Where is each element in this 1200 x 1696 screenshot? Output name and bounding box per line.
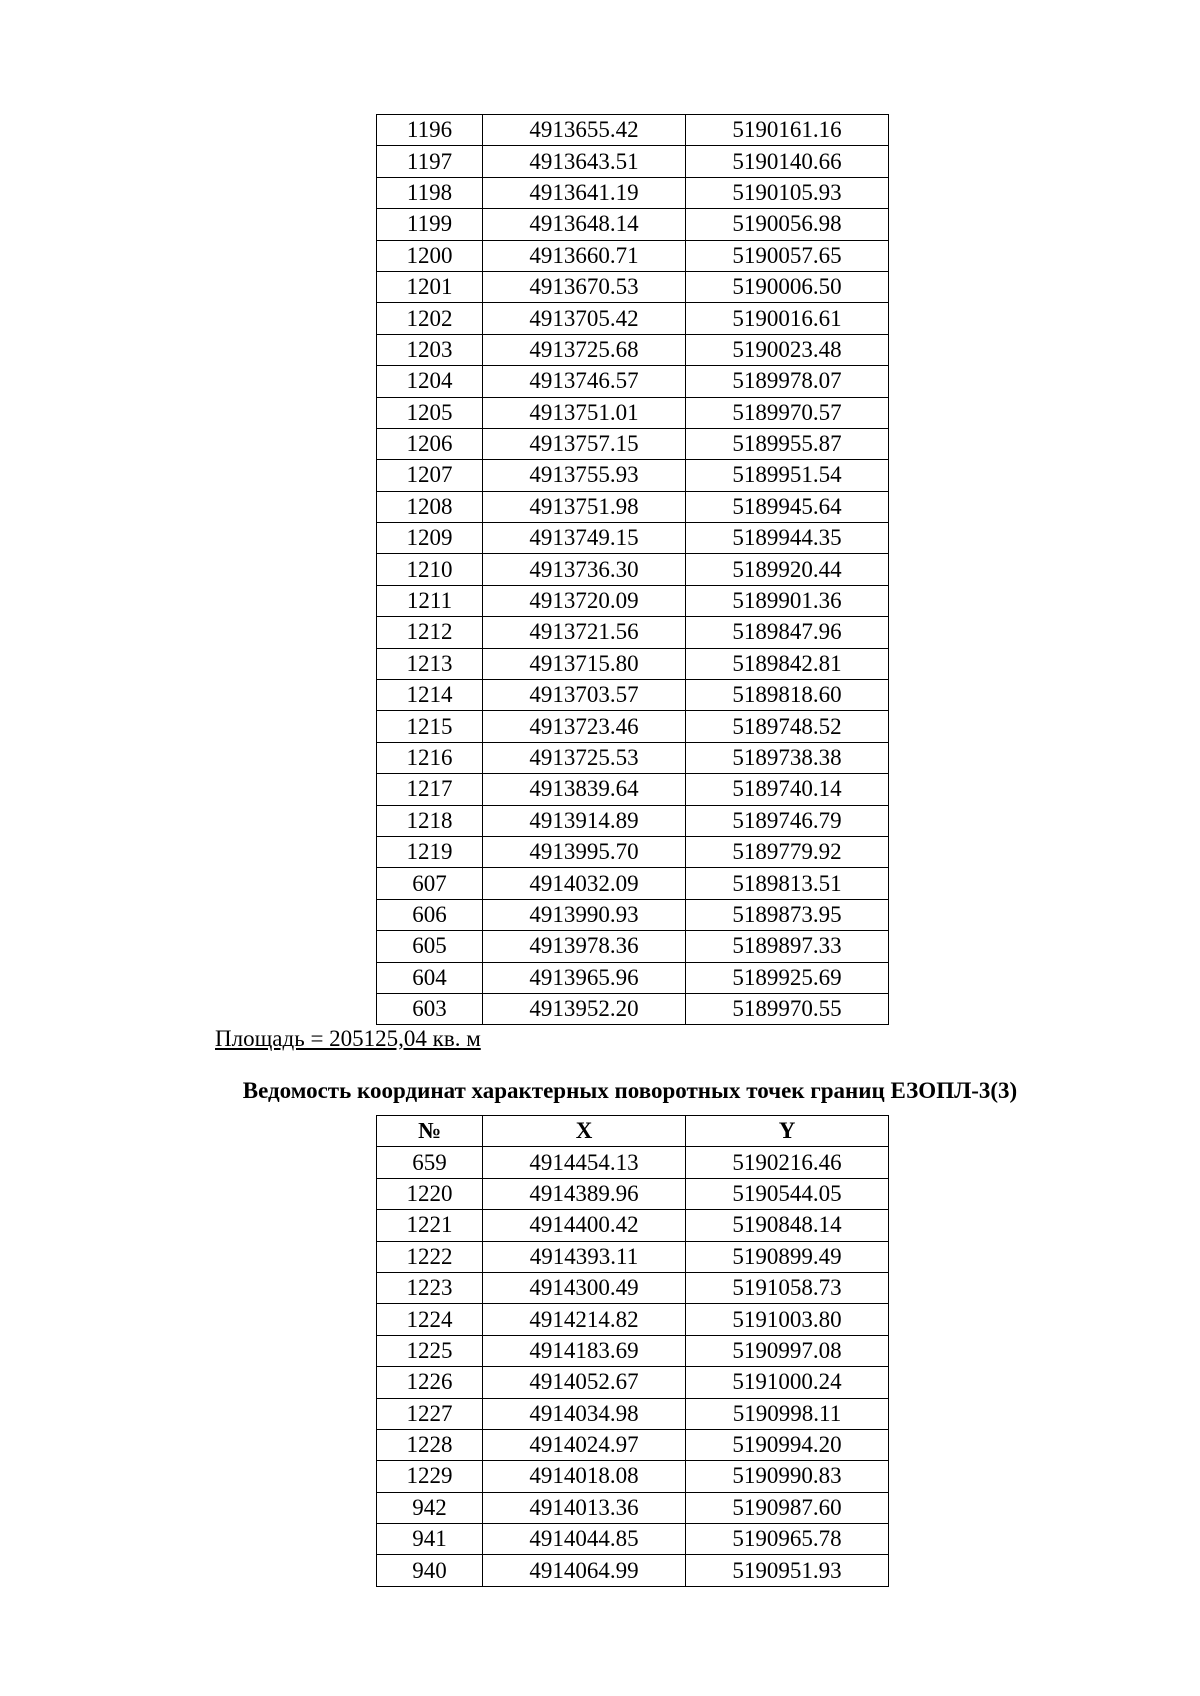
section-heading: Ведомость координат характерных поворотных точек границ ЕЗОПЛ-3(3) bbox=[242, 1078, 1018, 1103]
y-coordinate-cell: 5190161.16 bbox=[686, 115, 889, 146]
y-coordinate-cell: 5190997.08 bbox=[686, 1335, 889, 1366]
table-row bbox=[377, 993, 889, 1024]
point-number-cell: 1221 bbox=[377, 1210, 483, 1241]
x-coordinate-cell: 4913978.36 bbox=[483, 931, 686, 962]
table-row bbox=[377, 523, 889, 554]
table-row bbox=[377, 115, 889, 146]
table-header bbox=[377, 1116, 889, 1147]
point-number-cell: 1224 bbox=[377, 1304, 483, 1335]
point-number-cell: 1197 bbox=[377, 146, 483, 177]
x-coordinate-cell: 4913990.93 bbox=[483, 899, 686, 930]
point-number-cell: 942 bbox=[377, 1492, 483, 1523]
table-row bbox=[377, 1367, 889, 1398]
table-row bbox=[377, 177, 889, 208]
y-coordinate-cell: 5189925.69 bbox=[686, 962, 889, 993]
x-coordinate-cell: 4914024.97 bbox=[483, 1429, 686, 1460]
x-coordinate-cell: 4914393.11 bbox=[483, 1241, 686, 1272]
x-coordinate-cell: 4913643.51 bbox=[483, 146, 686, 177]
x-coordinate-cell: 4913914.89 bbox=[483, 805, 686, 836]
point-number-cell: 1210 bbox=[377, 554, 483, 585]
table-row bbox=[377, 1241, 889, 1272]
table-row bbox=[377, 742, 889, 773]
point-number-cell: 1226 bbox=[377, 1367, 483, 1398]
x-coordinate-cell: 4913746.57 bbox=[483, 366, 686, 397]
area-label: Площадь = 205125,04 кв. м bbox=[215, 1026, 481, 1051]
table-row bbox=[377, 303, 889, 334]
point-number-cell: 1202 bbox=[377, 303, 483, 334]
table-row bbox=[377, 1492, 889, 1523]
point-number-cell: 1203 bbox=[377, 334, 483, 365]
y-coordinate-cell: 5189951.54 bbox=[686, 460, 889, 491]
table-row bbox=[377, 648, 889, 679]
y-coordinate-cell: 5189873.95 bbox=[686, 899, 889, 930]
y-coordinate-cell: 5191003.80 bbox=[686, 1304, 889, 1335]
table-row bbox=[377, 1272, 889, 1303]
y-coordinate-cell: 5189970.55 bbox=[686, 993, 889, 1024]
table-row bbox=[377, 585, 889, 616]
x-coordinate-cell: 4913670.53 bbox=[483, 271, 686, 302]
y-coordinate-cell: 5190899.49 bbox=[686, 1241, 889, 1272]
table-row bbox=[377, 397, 889, 428]
table-row bbox=[377, 1210, 889, 1241]
y-coordinate-cell: 5191058.73 bbox=[686, 1272, 889, 1303]
x-coordinate-cell: 4913725.68 bbox=[483, 334, 686, 365]
x-coordinate-cell: 4913757.15 bbox=[483, 428, 686, 459]
y-coordinate-cell: 5190994.20 bbox=[686, 1429, 889, 1460]
y-coordinate-cell: 5190990.83 bbox=[686, 1461, 889, 1492]
x-coordinate-cell: 4913749.15 bbox=[483, 523, 686, 554]
table-row bbox=[377, 1461, 889, 1492]
y-coordinate-cell: 5189738.38 bbox=[686, 742, 889, 773]
x-coordinate-cell: 4914064.99 bbox=[483, 1555, 686, 1586]
point-number-cell: 1227 bbox=[377, 1398, 483, 1429]
x-coordinate-cell: 4913703.57 bbox=[483, 680, 686, 711]
y-coordinate-cell: 5189746.79 bbox=[686, 805, 889, 836]
x-coordinate-cell: 4913655.42 bbox=[483, 115, 686, 146]
point-number-cell: 606 bbox=[377, 899, 483, 930]
table-row bbox=[377, 1147, 889, 1178]
x-coordinate-cell: 4913736.30 bbox=[483, 554, 686, 585]
point-number-cell: 940 bbox=[377, 1555, 483, 1586]
point-number-cell: 1207 bbox=[377, 460, 483, 491]
x-coordinate-cell: 4914013.36 bbox=[483, 1492, 686, 1523]
table-row bbox=[377, 491, 889, 522]
y-coordinate-cell: 5190951.93 bbox=[686, 1555, 889, 1586]
x-coordinate-cell: 4913641.19 bbox=[483, 177, 686, 208]
point-number-cell: 1199 bbox=[377, 209, 483, 240]
point-number-cell: 1225 bbox=[377, 1335, 483, 1366]
x-coordinate-cell: 4913660.71 bbox=[483, 240, 686, 271]
table-row bbox=[377, 711, 889, 742]
x-coordinate-cell: 4914389.96 bbox=[483, 1178, 686, 1209]
coordinates-table-continued bbox=[376, 114, 889, 1025]
y-coordinate-cell: 5190023.48 bbox=[686, 334, 889, 365]
point-number-cell: 1209 bbox=[377, 523, 483, 554]
y-coordinate-cell: 5189813.51 bbox=[686, 868, 889, 899]
point-number-cell: 1205 bbox=[377, 397, 483, 428]
point-number-cell: 1215 bbox=[377, 711, 483, 742]
y-coordinate-cell: 5189748.52 bbox=[686, 711, 889, 742]
x-coordinate-cell: 4913751.01 bbox=[483, 397, 686, 428]
x-coordinate-cell: 4913839.64 bbox=[483, 774, 686, 805]
y-coordinate-cell: 5190056.98 bbox=[686, 209, 889, 240]
table-row bbox=[377, 1555, 889, 1586]
header-y: Y bbox=[686, 1116, 889, 1147]
y-coordinate-cell: 5189897.33 bbox=[686, 931, 889, 962]
table-row bbox=[377, 931, 889, 962]
point-number-cell: 1223 bbox=[377, 1272, 483, 1303]
point-number-cell: 1229 bbox=[377, 1461, 483, 1492]
point-number-cell: 1228 bbox=[377, 1429, 483, 1460]
table-row bbox=[377, 836, 889, 867]
point-number-cell: 607 bbox=[377, 868, 483, 899]
table-row bbox=[377, 460, 889, 491]
point-number-cell: 1219 bbox=[377, 836, 483, 867]
point-number-cell: 1213 bbox=[377, 648, 483, 679]
point-number-cell: 605 bbox=[377, 931, 483, 962]
point-number-cell: 1216 bbox=[377, 742, 483, 773]
y-coordinate-cell: 5189818.60 bbox=[686, 680, 889, 711]
point-number-cell: 659 bbox=[377, 1147, 483, 1178]
y-coordinate-cell: 5189740.14 bbox=[686, 774, 889, 805]
table-row bbox=[377, 334, 889, 365]
table-row bbox=[377, 680, 889, 711]
x-coordinate-cell: 4913648.14 bbox=[483, 209, 686, 240]
point-number-cell: 1198 bbox=[377, 177, 483, 208]
point-number-cell: 1214 bbox=[377, 680, 483, 711]
y-coordinate-cell: 5191000.24 bbox=[686, 1367, 889, 1398]
table-row bbox=[377, 1178, 889, 1209]
coordinates-table-body bbox=[377, 1147, 889, 1586]
point-number-cell: 604 bbox=[377, 962, 483, 993]
point-number-cell: 1220 bbox=[377, 1178, 483, 1209]
point-number-cell: 1218 bbox=[377, 805, 483, 836]
table-row bbox=[377, 554, 889, 585]
table-row bbox=[377, 240, 889, 271]
x-coordinate-cell: 4913751.98 bbox=[483, 491, 686, 522]
table-row bbox=[377, 617, 889, 648]
point-number-cell: 1206 bbox=[377, 428, 483, 459]
table-row bbox=[377, 1335, 889, 1366]
table-row bbox=[377, 774, 889, 805]
y-coordinate-cell: 5189945.64 bbox=[686, 491, 889, 522]
table-row bbox=[377, 962, 889, 993]
header-row bbox=[377, 1116, 889, 1147]
table-row bbox=[377, 1524, 889, 1555]
x-coordinate-cell: 4914034.98 bbox=[483, 1398, 686, 1429]
point-number-cell: 1208 bbox=[377, 491, 483, 522]
x-coordinate-cell: 4913755.93 bbox=[483, 460, 686, 491]
point-number-cell: 1200 bbox=[377, 240, 483, 271]
y-coordinate-cell: 5189970.57 bbox=[686, 397, 889, 428]
x-coordinate-cell: 4914032.09 bbox=[483, 868, 686, 899]
point-number-cell: 1211 bbox=[377, 585, 483, 616]
table-row bbox=[377, 1304, 889, 1335]
y-coordinate-cell: 5190544.05 bbox=[686, 1178, 889, 1209]
point-number-cell: 603 bbox=[377, 993, 483, 1024]
table-row bbox=[377, 271, 889, 302]
y-coordinate-cell: 5190057.65 bbox=[686, 240, 889, 271]
x-coordinate-cell: 4914454.13 bbox=[483, 1147, 686, 1178]
y-coordinate-cell: 5190006.50 bbox=[686, 271, 889, 302]
table-row bbox=[377, 805, 889, 836]
point-number-cell: 1212 bbox=[377, 617, 483, 648]
y-coordinate-cell: 5190848.14 bbox=[686, 1210, 889, 1241]
y-coordinate-cell: 5190965.78 bbox=[686, 1524, 889, 1555]
coordinates-table-ezopl-3-3 bbox=[376, 1115, 889, 1587]
header-number: № bbox=[377, 1116, 483, 1147]
x-coordinate-cell: 4914052.67 bbox=[483, 1367, 686, 1398]
point-number-cell: 1217 bbox=[377, 774, 483, 805]
x-coordinate-cell: 4913721.56 bbox=[483, 617, 686, 648]
point-number-cell: 1201 bbox=[377, 271, 483, 302]
y-coordinate-cell: 5189847.96 bbox=[686, 617, 889, 648]
point-number-cell: 1196 bbox=[377, 115, 483, 146]
x-coordinate-cell: 4913715.80 bbox=[483, 648, 686, 679]
point-number-cell: 941 bbox=[377, 1524, 483, 1555]
table-row bbox=[377, 899, 889, 930]
coordinates-table-body bbox=[377, 115, 889, 1025]
y-coordinate-cell: 5189842.81 bbox=[686, 648, 889, 679]
table-row bbox=[377, 428, 889, 459]
x-coordinate-cell: 4914018.08 bbox=[483, 1461, 686, 1492]
x-coordinate-cell: 4914300.49 bbox=[483, 1272, 686, 1303]
x-coordinate-cell: 4914214.82 bbox=[483, 1304, 686, 1335]
x-coordinate-cell: 4913965.96 bbox=[483, 962, 686, 993]
y-coordinate-cell: 5189944.35 bbox=[686, 523, 889, 554]
table-row bbox=[377, 1398, 889, 1429]
table-row bbox=[377, 209, 889, 240]
y-coordinate-cell: 5190016.61 bbox=[686, 303, 889, 334]
x-coordinate-cell: 4913720.09 bbox=[483, 585, 686, 616]
y-coordinate-cell: 5189955.87 bbox=[686, 428, 889, 459]
y-coordinate-cell: 5189978.07 bbox=[686, 366, 889, 397]
y-coordinate-cell: 5190140.66 bbox=[686, 146, 889, 177]
y-coordinate-cell: 5189920.44 bbox=[686, 554, 889, 585]
y-coordinate-cell: 5190105.93 bbox=[686, 177, 889, 208]
y-coordinate-cell: 5190998.11 bbox=[686, 1398, 889, 1429]
y-coordinate-cell: 5189901.36 bbox=[686, 585, 889, 616]
x-coordinate-cell: 4913725.53 bbox=[483, 742, 686, 773]
table-row bbox=[377, 366, 889, 397]
x-coordinate-cell: 4914044.85 bbox=[483, 1524, 686, 1555]
x-coordinate-cell: 4914400.42 bbox=[483, 1210, 686, 1241]
x-coordinate-cell: 4913995.70 bbox=[483, 836, 686, 867]
header-x: X bbox=[483, 1116, 686, 1147]
x-coordinate-cell: 4913952.20 bbox=[483, 993, 686, 1024]
y-coordinate-cell: 5190216.46 bbox=[686, 1147, 889, 1178]
table-row bbox=[377, 146, 889, 177]
point-number-cell: 1204 bbox=[377, 366, 483, 397]
y-coordinate-cell: 5190987.60 bbox=[686, 1492, 889, 1523]
x-coordinate-cell: 4914183.69 bbox=[483, 1335, 686, 1366]
table-row bbox=[377, 868, 889, 899]
table-row bbox=[377, 1429, 889, 1460]
x-coordinate-cell: 4913705.42 bbox=[483, 303, 686, 334]
y-coordinate-cell: 5189779.92 bbox=[686, 836, 889, 867]
point-number-cell: 1222 bbox=[377, 1241, 483, 1272]
x-coordinate-cell: 4913723.46 bbox=[483, 711, 686, 742]
